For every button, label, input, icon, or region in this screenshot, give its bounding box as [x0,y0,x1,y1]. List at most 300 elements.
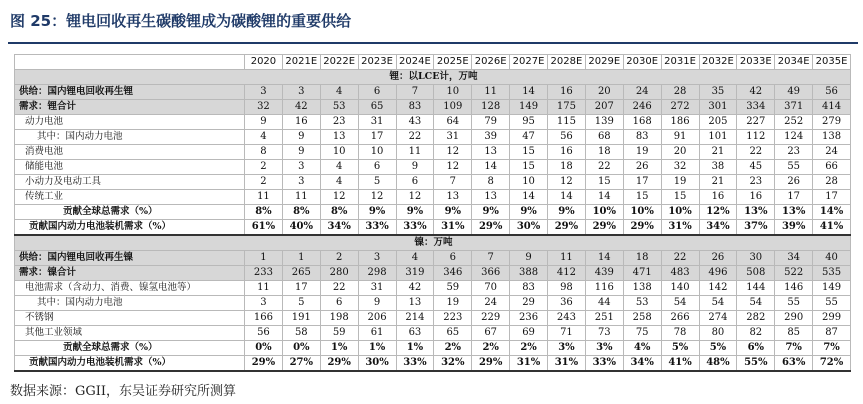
table-row [15,115,851,130]
row-label: 传统工业 [15,190,245,205]
value-cell: 65 [434,326,472,341]
value-cell: 8% [282,205,320,220]
value-cell: 12 [320,190,358,205]
value-cell: 112 [737,130,775,145]
value-cell: 53 [320,100,358,115]
value-cell: 12 [548,175,586,190]
value-cell: 7% [775,341,813,356]
value-cell: 16 [548,145,586,160]
value-cell: 5% [661,341,699,356]
year-header-cell: 2027E [510,55,548,70]
value-cell: 22 [320,281,358,296]
value-cell: 14% [813,205,851,220]
value-cell: 72% [813,356,851,372]
value-cell: 61 [358,326,396,341]
value-cell: 1 [245,251,283,266]
value-cell: 229 [472,311,510,326]
value-cell: 29% [623,220,661,236]
value-cell: 14 [585,190,623,205]
value-cell: 2 [320,251,358,266]
value-cell: 207 [585,100,623,115]
value-cell: 26 [623,160,661,175]
value-cell: 48% [699,356,737,372]
year-header-cell: 2028E [548,55,586,70]
table-row [15,356,851,372]
value-cell: 4 [396,251,434,266]
value-cell: 1% [320,341,358,356]
value-cell: 41% [661,356,699,372]
value-cell: 14 [548,190,586,205]
value-cell: 186 [661,115,699,130]
value-cell: 95 [510,115,548,130]
value-cell: 87 [813,326,851,341]
value-cell: 61% [245,220,283,236]
value-cell: 138 [623,281,661,296]
value-cell: 388 [510,266,548,281]
value-cell: 166 [245,311,283,326]
value-cell: 2 [245,175,283,190]
value-cell: 101 [699,130,737,145]
value-cell: 59 [320,326,358,341]
value-cell: 31 [358,281,396,296]
value-cell: 83 [510,281,548,296]
row-label: 储能电池 [15,160,245,175]
value-cell: 8% [320,205,358,220]
value-cell: 70 [472,281,510,296]
value-cell: 66 [813,160,851,175]
value-cell: 258 [623,311,661,326]
value-cell: 30 [737,251,775,266]
value-cell: 63 [396,326,434,341]
value-cell: 78 [661,326,699,341]
row-label: 贡献全球总需求（%） [15,341,245,356]
value-cell: 59 [434,281,472,296]
value-cell: 266 [661,311,699,326]
value-cell: 82 [737,326,775,341]
value-cell: 31% [661,220,699,236]
value-cell: 206 [358,311,396,326]
value-cell: 109 [434,100,472,115]
row-label: 小动力及电动工具 [15,175,245,190]
value-cell: 56 [548,130,586,145]
value-cell: 31% [548,356,586,372]
value-cell: 33% [396,220,434,236]
value-cell: 3 [282,175,320,190]
value-cell: 15 [510,145,548,160]
value-cell: 9 [510,251,548,266]
row-label: 消费电池 [15,145,245,160]
value-cell: 13% [737,205,775,220]
value-cell: 12 [434,145,472,160]
value-cell: 9% [510,205,548,220]
value-cell: 7% [813,341,851,356]
value-cell: 35 [699,85,737,100]
value-cell: 16 [282,115,320,130]
table-row [15,251,851,266]
value-cell: 54 [661,296,699,311]
value-cell: 29 [510,296,548,311]
table-row [15,266,851,281]
value-cell: 3% [585,341,623,356]
value-cell: 36 [548,296,586,311]
header-corner-cell [15,55,245,70]
value-cell: 439 [585,266,623,281]
value-cell: 508 [737,266,775,281]
value-cell: 38 [699,160,737,175]
value-cell: 30% [510,220,548,236]
section-title: 锂：以LCE计，万吨 [15,70,851,85]
value-cell: 26 [699,251,737,266]
value-cell: 149 [813,281,851,296]
value-cell: 40 [813,251,851,266]
table-row [15,220,851,236]
value-cell: 13 [472,145,510,160]
year-header-cell: 2029E [585,55,623,70]
value-cell: 42 [396,281,434,296]
value-cell: 21 [699,145,737,160]
value-cell: 414 [813,100,851,115]
value-cell: 2 [245,160,283,175]
value-cell: 69 [510,326,548,341]
value-cell: 45 [737,160,775,175]
value-cell: 124 [775,130,813,145]
value-cell: 33% [396,356,434,372]
value-cell: 31 [358,115,396,130]
value-cell: 4% [623,341,661,356]
value-cell: 6 [320,296,358,311]
value-cell: 251 [585,311,623,326]
value-cell: 12 [396,190,434,205]
value-cell: 8 [245,145,283,160]
value-cell: 31% [510,356,548,372]
value-cell: 535 [813,266,851,281]
value-cell: 17 [358,130,396,145]
value-cell: 7 [396,85,434,100]
row-label: 电池需求（含动力、消费、镍氢电池等） [15,281,245,296]
value-cell: 56 [245,326,283,341]
value-cell: 34% [699,220,737,236]
value-cell: 29% [472,220,510,236]
value-cell: 64 [434,115,472,130]
value-cell: 140 [661,281,699,296]
value-cell: 142 [699,281,737,296]
year-header-cell: 2031E [661,55,699,70]
value-cell: 34% [320,220,358,236]
year-header-row [15,55,851,70]
year-header-cell: 2022E [320,55,358,70]
value-cell: 522 [775,266,813,281]
value-cell: 9% [396,205,434,220]
value-cell: 11 [472,85,510,100]
value-cell: 40% [282,220,320,236]
value-cell: 2% [434,341,472,356]
value-cell: 63% [775,356,813,372]
figure-title: 图 25：锂电回收再生碳酸锂成为碳酸锂的重要供给 [10,12,352,30]
value-cell: 29% [585,220,623,236]
row-label: 贡献国内动力电池装机需求（%） [15,220,245,236]
value-cell: 71 [548,326,586,341]
section-title: 镍：万吨 [15,235,851,251]
value-cell: 371 [775,100,813,115]
value-cell: 8 [472,175,510,190]
year-header-cell: 2021E [282,55,320,70]
value-cell: 91 [661,130,699,145]
value-cell: 9 [282,145,320,160]
value-cell: 24 [813,145,851,160]
row-label: 供给：国内锂电回收再生锂 [15,85,245,100]
value-cell: 29% [548,220,586,236]
value-cell: 16 [548,85,586,100]
value-cell: 58 [282,326,320,341]
value-cell: 14 [510,190,548,205]
value-cell: 9 [358,296,396,311]
value-cell: 298 [358,266,396,281]
value-cell: 12% [699,205,737,220]
value-cell: 227 [737,115,775,130]
row-label: 供给：国内锂电回收再生镍 [15,251,245,266]
value-cell: 191 [282,311,320,326]
year-header-cell: 2020 [245,55,283,70]
section-header-row [15,235,851,251]
value-cell: 5% [699,341,737,356]
value-cell: 4 [320,175,358,190]
value-cell: 53 [623,296,661,311]
value-cell: 20 [661,145,699,160]
value-cell: 24 [472,296,510,311]
value-cell: 15 [585,175,623,190]
value-cell: 10% [661,205,699,220]
value-cell: 5 [282,296,320,311]
value-cell: 3 [245,296,283,311]
value-cell: 11 [245,281,283,296]
value-cell: 0% [282,341,320,356]
value-cell: 214 [396,311,434,326]
value-cell: 37% [737,220,775,236]
value-cell: 42 [282,100,320,115]
value-cell: 28 [661,85,699,100]
value-cell: 26 [775,175,813,190]
value-cell: 14 [585,251,623,266]
value-cell: 16 [737,190,775,205]
row-label: 不锈钢 [15,311,245,326]
row-label: 动力电池 [15,115,245,130]
value-cell: 22 [396,130,434,145]
value-cell: 11 [548,251,586,266]
value-cell: 27% [282,356,320,372]
value-cell: 17 [813,190,851,205]
value-cell: 252 [775,115,813,130]
value-cell: 73 [585,326,623,341]
value-cell: 7 [472,251,510,266]
value-cell: 301 [699,100,737,115]
year-header-cell: 2030E [623,55,661,70]
year-header-cell: 2023E [358,55,396,70]
value-cell: 1 [282,251,320,266]
value-cell: 319 [396,266,434,281]
value-cell: 55 [813,296,851,311]
table-row [15,160,851,175]
value-cell: 280 [320,266,358,281]
value-cell: 31% [434,220,472,236]
value-cell: 13 [434,190,472,205]
value-cell: 9% [548,205,586,220]
value-cell: 10 [510,175,548,190]
value-cell: 12 [358,190,396,205]
value-cell: 47 [510,130,548,145]
value-cell: 366 [472,266,510,281]
value-cell: 9 [282,130,320,145]
value-cell: 8% [245,205,283,220]
value-cell: 19 [623,145,661,160]
value-cell: 0% [245,341,283,356]
table-row [15,341,851,356]
value-cell: 236 [510,311,548,326]
value-cell: 30% [358,356,396,372]
value-cell: 4 [320,160,358,175]
value-cell: 10 [320,145,358,160]
value-cell: 14 [510,85,548,100]
value-cell: 223 [434,311,472,326]
value-cell: 39 [472,130,510,145]
value-cell: 11 [396,145,434,160]
value-cell: 6 [358,85,396,100]
value-cell: 9 [396,160,434,175]
table-row [15,190,851,205]
value-cell: 139 [585,115,623,130]
value-cell: 9 [245,115,283,130]
source-note: 数据来源：GGII，东吴证券研究所测算 [10,384,237,399]
value-cell: 6 [434,251,472,266]
value-cell: 20 [585,85,623,100]
value-cell: 290 [775,311,813,326]
value-cell: 17 [623,175,661,190]
value-cell: 55 [775,296,813,311]
value-cell: 146 [775,281,813,296]
value-cell: 65 [358,100,396,115]
value-cell: 19 [434,296,472,311]
value-cell: 1% [396,341,434,356]
value-cell: 15 [510,160,548,175]
value-cell: 13% [775,205,813,220]
table-row [15,311,851,326]
value-cell: 17 [282,281,320,296]
value-cell: 299 [813,311,851,326]
value-cell: 5 [358,175,396,190]
value-cell: 246 [623,100,661,115]
value-cell: 33% [358,220,396,236]
value-cell: 265 [282,266,320,281]
value-cell: 13 [320,130,358,145]
table-row [15,296,851,311]
year-header-cell: 2035E [813,55,851,70]
table-row [15,281,851,296]
table-row [15,145,851,160]
value-cell: 55 [775,160,813,175]
value-cell: 32 [245,100,283,115]
value-cell: 11 [245,190,283,205]
row-label: 其他工业领域 [15,326,245,341]
value-cell: 21 [699,175,737,190]
value-cell: 10% [623,205,661,220]
value-cell: 14 [472,160,510,175]
value-cell: 116 [585,281,623,296]
value-cell: 15 [623,190,661,205]
title-rule [8,42,858,44]
value-cell: 138 [813,130,851,145]
value-cell: 2% [472,341,510,356]
value-cell: 83 [396,100,434,115]
value-cell: 17 [775,190,813,205]
year-header-cell: 2026E [472,55,510,70]
value-cell: 29% [472,356,510,372]
table-row [15,85,851,100]
value-cell: 7 [434,175,472,190]
row-label: 其中：国内动力电池 [15,130,245,145]
value-cell: 243 [548,311,586,326]
value-cell: 282 [737,311,775,326]
value-cell: 279 [813,115,851,130]
row-label: 其中：国内动力电池 [15,296,245,311]
year-header-cell: 2034E [775,55,813,70]
value-cell: 3 [245,85,283,100]
value-cell: 56 [813,85,851,100]
value-cell: 75 [623,326,661,341]
value-cell: 79 [472,115,510,130]
value-cell: 15 [661,190,699,205]
value-cell: 98 [548,281,586,296]
value-cell: 34% [623,356,661,372]
value-cell: 23 [737,175,775,190]
table-row [15,205,851,220]
value-cell: 24 [623,85,661,100]
value-cell: 18 [548,160,586,175]
value-cell: 54 [737,296,775,311]
table-row [15,326,851,341]
value-cell: 49 [775,85,813,100]
value-cell: 13 [396,296,434,311]
table-row [15,100,851,115]
value-cell: 85 [775,326,813,341]
section-header-row [15,70,851,85]
value-cell: 32% [434,356,472,372]
value-cell: 9% [472,205,510,220]
value-cell: 6% [737,341,775,356]
value-cell: 42 [737,85,775,100]
value-cell: 483 [661,266,699,281]
value-cell: 33% [585,356,623,372]
value-cell: 16 [699,190,737,205]
value-cell: 23 [320,115,358,130]
value-cell: 67 [472,326,510,341]
table-row [15,175,851,190]
value-cell: 3% [548,341,586,356]
value-cell: 10 [434,85,472,100]
value-cell: 496 [699,266,737,281]
value-cell: 3 [282,85,320,100]
value-cell: 68 [585,130,623,145]
value-cell: 22 [661,251,699,266]
value-cell: 128 [472,100,510,115]
value-cell: 175 [548,100,586,115]
value-cell: 274 [699,311,737,326]
value-cell: 2% [510,341,548,356]
value-cell: 29% [320,356,358,372]
value-cell: 1% [358,341,396,356]
value-cell: 412 [548,266,586,281]
value-cell: 22 [585,160,623,175]
row-label: 贡献国内动力电池装机需求（%） [15,356,245,372]
value-cell: 272 [661,100,699,115]
